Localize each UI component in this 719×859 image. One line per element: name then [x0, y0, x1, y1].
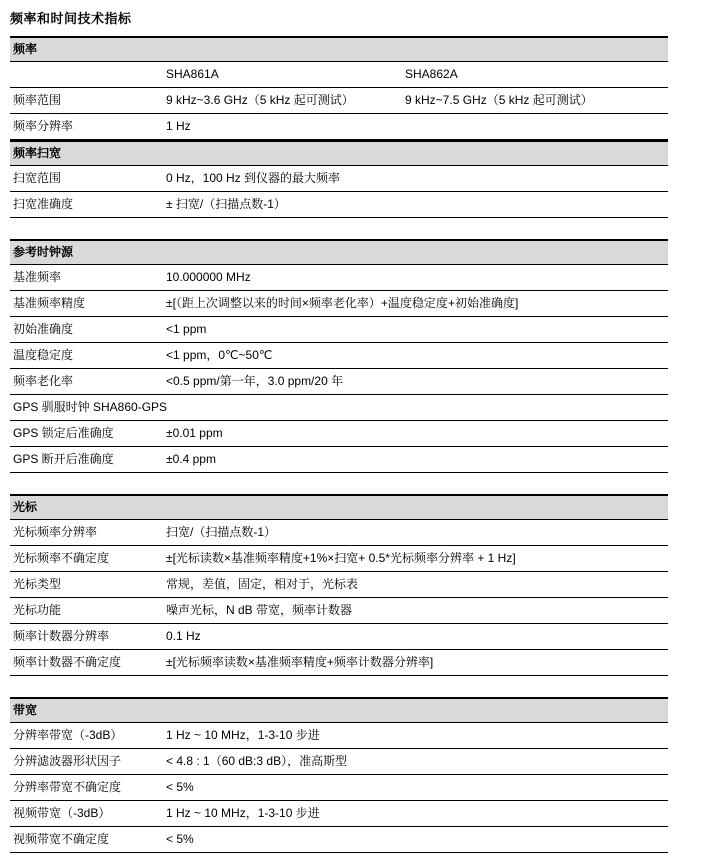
row-value: < 5%: [166, 832, 194, 846]
table-row: [10, 520, 668, 546]
row-value: 噪声光标，N dB 带宽，频率计数器: [166, 603, 353, 617]
table-row: [10, 114, 668, 140]
row-value-2: 9 kHz~7.5 GHz（5 kHz 起可测试）: [405, 93, 593, 107]
row-label: 频率范围: [13, 93, 62, 107]
row-label: 基准频率精度: [13, 296, 86, 310]
table-row: [10, 88, 668, 114]
row-value: <1 ppm: [166, 322, 207, 336]
row-value: SHA861A: [166, 67, 219, 81]
row-label: GPS 断开后准确度: [13, 452, 114, 466]
spec-section: [10, 36, 668, 140]
table-row: [10, 624, 668, 650]
row-label: 光标功能: [13, 603, 62, 617]
row-value-2: SHA862A: [405, 67, 458, 81]
row-value: ±[光标频率读数×基准频率精度+频率计数器分辨率]: [166, 655, 434, 669]
row-value: ±[光标读数×基准频率精度+1%×扫宽+ 0.5*光标频率分辨率 + 1 Hz]: [166, 551, 516, 565]
row-value: ±0.01 ppm: [166, 426, 223, 440]
table-row: [10, 291, 668, 317]
spec-section: [10, 697, 668, 853]
table-row: [10, 192, 668, 218]
table-row: [10, 572, 668, 598]
table-row: [10, 827, 668, 853]
section-header: 频率扫宽: [10, 140, 668, 166]
table-row: [10, 265, 668, 291]
row-value: < 4.8 : 1（60 dB:3 dB），准高斯型: [166, 754, 348, 768]
row-value: <1 ppm，0℃~50℃: [166, 348, 273, 362]
table-row: [10, 775, 668, 801]
row-label: 频率老化率: [13, 374, 74, 388]
row-value: 扫宽/（扫描点数-1）: [166, 525, 277, 539]
spec-section: [10, 140, 668, 218]
row-label: 视频带宽不确定度: [13, 832, 110, 846]
row-label: 基准频率: [13, 270, 62, 284]
row-value: 9 kHz~3.6 GHz（5 kHz 起可测试）: [166, 93, 354, 107]
table-row: [10, 801, 668, 827]
table-row: [10, 749, 668, 775]
table-row: [10, 546, 668, 572]
row-label: GPS 驯服时钟 SHA860-GPS: [13, 400, 168, 414]
row-label: 频率分辨率: [13, 119, 74, 133]
table-row: [10, 395, 668, 421]
table-row: [10, 421, 668, 447]
row-value: ± 扫宽/（扫描点数-1）: [166, 197, 286, 211]
section-header: 参考时钟源: [10, 239, 668, 265]
table-row: [10, 343, 668, 369]
row-value: 常规，差值，固定，相对于，光标表: [166, 577, 359, 591]
row-value: <0.5 ppm/第一年，3.0 ppm/20 年: [166, 374, 344, 388]
row-label: 扫宽准确度: [13, 197, 74, 211]
row-value: 10.000000 MHz: [166, 270, 251, 284]
row-label: 光标类型: [13, 577, 62, 591]
row-label: GPS 锁定后准确度: [13, 426, 114, 440]
page-title: 频率和时间技术指标: [10, 11, 132, 26]
row-value: < 5%: [166, 780, 194, 794]
section-header: 频率: [10, 36, 668, 62]
row-label: 扫宽范围: [13, 171, 62, 185]
row-label: 频率计数器分辨率: [13, 629, 110, 643]
row-value: 1 Hz ~ 10 MHz，1-3-10 步进: [166, 728, 320, 742]
row-label: 光标频率分辨率: [13, 525, 98, 539]
row-label: 温度稳定度: [13, 348, 74, 362]
row-value: 1 Hz: [166, 119, 191, 133]
spec-section: [10, 494, 668, 676]
row-value: 1 Hz ~ 10 MHz，1-3-10 步进: [166, 806, 320, 820]
spec-table: [10, 36, 668, 853]
table-row: [10, 317, 668, 343]
row-label: 视频带宽（-3dB）: [13, 806, 111, 820]
spec-section: [10, 239, 668, 473]
row-value: 0.1 Hz: [166, 629, 201, 643]
table-row: [10, 166, 668, 192]
table-row: [10, 598, 668, 624]
table-row: [10, 369, 668, 395]
row-label: 分辨滤波器形状因子: [13, 754, 122, 768]
section-header: 带宽: [10, 697, 668, 723]
table-row: [10, 447, 668, 473]
table-row: [10, 62, 668, 88]
row-label: 分辨率带宽不确定度: [13, 780, 122, 794]
section-header: 光标: [10, 494, 668, 520]
row-value: 0 Hz，100 Hz 到仪器的最大频率: [166, 171, 341, 185]
row-value: ±0.4 ppm: [166, 452, 216, 466]
row-label: 频率计数器不确定度: [13, 655, 122, 669]
table-row: [10, 650, 668, 676]
row-value: ±[（距上次调整以来的时间×频率老化率）+温度稳定度+初始准确度]: [166, 296, 519, 310]
row-label: 初始准确度: [13, 322, 74, 336]
table-row: [10, 723, 668, 749]
row-label: 分辨率带宽（-3dB）: [13, 728, 123, 742]
row-label: 光标频率不确定度: [13, 551, 110, 565]
